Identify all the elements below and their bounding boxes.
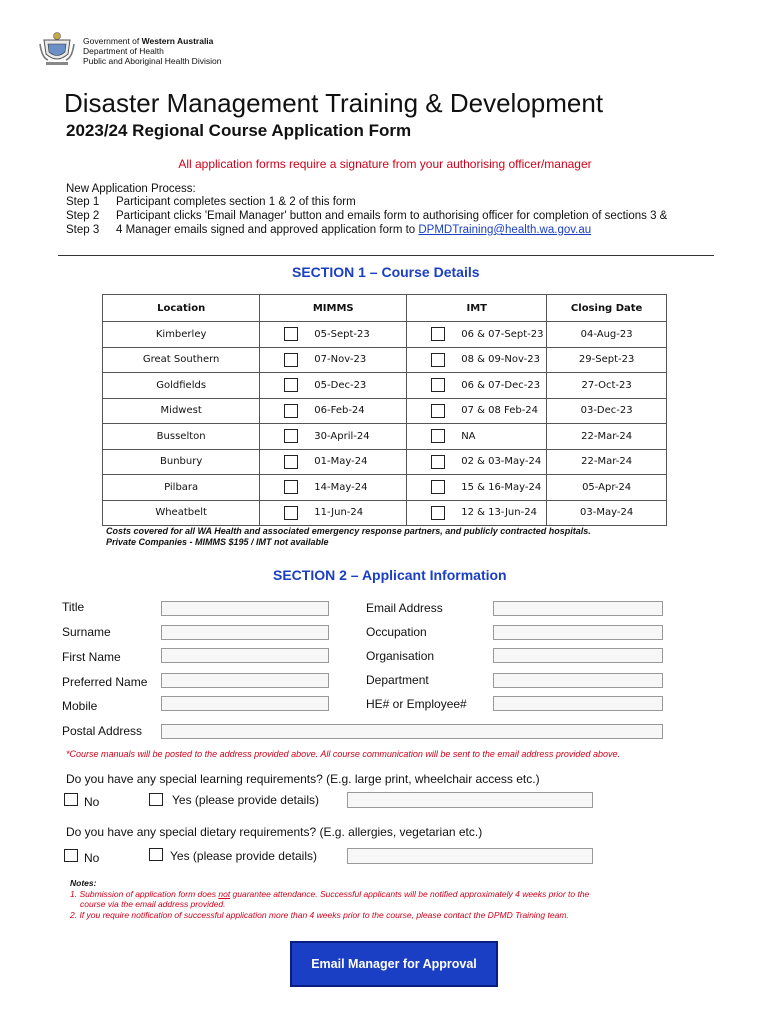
mimms-checkbox[interactable] xyxy=(284,353,298,367)
first-name-field[interactable] xyxy=(161,648,329,663)
dietary-question: Do you have any special dietary requirements? (E.g. allergies, vegetarian etc.) xyxy=(66,825,483,839)
imt-checkbox[interactable] xyxy=(431,506,445,520)
mimms-checkbox[interactable] xyxy=(284,378,298,392)
mimms-checkbox[interactable] xyxy=(284,429,298,443)
learning-details-field[interactable] xyxy=(347,792,593,808)
dpmd-email-link[interactable]: DPMDTraining@health.wa.gov.au xyxy=(418,224,592,236)
table-row xyxy=(103,424,667,450)
note-1-c: course via the email address provided. xyxy=(80,899,226,909)
learning-yes-checkbox[interactable] xyxy=(149,793,163,806)
table-row xyxy=(103,475,667,501)
email-manager-button[interactable]: Email Manager for Approval xyxy=(290,941,498,987)
dietary-no-label: No xyxy=(84,851,100,865)
signature-notice: All application forms require a signature from your authorising officer/manager xyxy=(178,157,592,171)
imt-checkbox[interactable] xyxy=(431,404,445,418)
title-field[interactable] xyxy=(161,601,329,616)
table-row xyxy=(103,398,667,424)
imt-checkbox[interactable] xyxy=(431,353,445,367)
occupation-label: Occupation xyxy=(366,625,427,639)
course-details-table xyxy=(102,294,667,526)
table-row xyxy=(103,322,667,348)
imt-date: 02 & 03-May-24 xyxy=(461,456,542,468)
notes-heading: Notes: xyxy=(70,878,97,888)
imt-cell xyxy=(407,449,547,475)
dietary-no-checkbox[interactable] xyxy=(64,849,78,862)
surname-field[interactable] xyxy=(161,625,329,640)
closing-date-cell: 22-Mar-24 xyxy=(547,449,667,475)
imt-cell xyxy=(407,373,547,399)
imt-date: 12 & 13-Jun-24 xyxy=(461,507,537,519)
organisation-label: Organisation xyxy=(366,649,435,663)
postal-address-label: Postal Address xyxy=(62,724,143,738)
imt-checkbox[interactable] xyxy=(431,480,445,494)
location-cell: Goldfields xyxy=(103,373,260,399)
costs-note xyxy=(106,526,591,548)
employee-number-field[interactable] xyxy=(493,696,663,711)
mimms-date: 05-Sept-23 xyxy=(314,328,370,340)
location-cell: Midwest xyxy=(103,398,260,424)
learning-no-checkbox[interactable] xyxy=(64,793,78,806)
imt-date: 07 & 08 Feb-24 xyxy=(461,405,539,417)
wa-government-crest-icon xyxy=(38,30,76,68)
mimms-date: 30-April-24 xyxy=(314,430,370,442)
imt-date: NA xyxy=(461,430,476,442)
mimms-cell xyxy=(260,398,407,424)
mimms-cell xyxy=(260,347,407,373)
closing-date-cell: 03-May-24 xyxy=(547,500,667,526)
mimms-checkbox[interactable] xyxy=(284,455,298,469)
mimms-checkbox[interactable] xyxy=(284,480,298,494)
col-closing-date: Closing Date xyxy=(547,295,667,322)
closing-date-cell: 05-Apr-24 xyxy=(547,475,667,501)
closing-date-cell: 03-Dec-23 xyxy=(547,398,667,424)
mobile-label: Mobile xyxy=(62,699,98,713)
imt-date: 06 & 07-Sept-23 xyxy=(461,328,544,340)
postal-address-field[interactable] xyxy=(161,724,663,739)
email-field[interactable] xyxy=(493,601,663,616)
section2-heading: SECTION 2 – Applicant Information xyxy=(273,567,507,583)
step2-label: Step 2 xyxy=(66,210,100,222)
department-field[interactable] xyxy=(493,673,663,688)
col-location: Location xyxy=(103,295,260,322)
table-row xyxy=(103,500,667,526)
gov-line3: Public and Aboriginal Health Division xyxy=(83,56,222,66)
closing-date-cell: 22-Mar-24 xyxy=(547,424,667,450)
step3-text-body: 4 Manager emails signed and approved application form to xyxy=(116,224,419,236)
closing-date-cell: 04-Aug-23 xyxy=(547,322,667,348)
mimms-date: 05-Dec-23 xyxy=(314,379,367,391)
mimms-checkbox[interactable] xyxy=(284,404,298,418)
dietary-yes-checkbox[interactable] xyxy=(149,848,163,861)
divider xyxy=(58,255,714,256)
step2-text: Participant clicks 'Email Manager' button and emails form to authorising officer for completion of sections 3 & xyxy=(116,210,668,222)
organisation-field[interactable] xyxy=(493,648,663,663)
location-cell: Kimberley xyxy=(103,322,260,348)
mimms-cell xyxy=(260,322,407,348)
dietary-yes-label: Yes (please provide details) xyxy=(170,849,317,863)
imt-checkbox[interactable] xyxy=(431,429,445,443)
note-1 xyxy=(70,889,589,900)
page-subtitle: 2023/24 Regional Course Application Form xyxy=(66,121,412,140)
mimms-date: 01-May-24 xyxy=(314,456,368,468)
location-cell: Wheatbelt xyxy=(103,500,260,526)
occupation-field[interactable] xyxy=(493,625,663,640)
costs-line2: Private Companies - MIMMS $195 / IMT not available xyxy=(106,537,329,547)
imt-cell xyxy=(407,347,547,373)
mimms-date: 07-Nov-23 xyxy=(314,354,367,366)
first-name-label: First Name xyxy=(62,650,121,664)
imt-date: 06 & 07-Dec-23 xyxy=(461,379,541,391)
location-cell: Bunbury xyxy=(103,449,260,475)
imt-checkbox[interactable] xyxy=(431,327,445,341)
note-2: 2. If you require notification of successful application more than 4 weeks prior to the course, please contact the DPMD Training team. xyxy=(70,909,569,920)
mobile-field[interactable] xyxy=(161,696,329,711)
learning-question: Do you have any special learning requirements? (E.g. large print, wheelchair access etc.) xyxy=(66,772,540,786)
mimms-cell xyxy=(260,449,407,475)
title-label: Title xyxy=(62,600,85,614)
location-cell: Busselton xyxy=(103,424,260,450)
mimms-cell xyxy=(260,424,407,450)
imt-cell xyxy=(407,424,547,450)
note-1-b: guarantee attendance. Successful applicants will be notified approximately 4 weeks prior to the xyxy=(230,888,590,899)
location-cell: Great Southern xyxy=(103,347,260,373)
imt-date: 08 & 09-Nov-23 xyxy=(461,354,540,366)
step1-label: Step 1 xyxy=(66,196,100,208)
dietary-details-field[interactable] xyxy=(347,848,593,864)
learning-yes-label: Yes (please provide details) xyxy=(172,793,319,807)
mimms-cell xyxy=(260,475,407,501)
gov-line2: Department of Health xyxy=(83,46,164,56)
preferred-name-label: Preferred Name xyxy=(62,675,148,689)
closing-date-cell: 29-Sept-23 xyxy=(547,347,667,373)
employee-number-label: HE# or Employee# xyxy=(366,697,467,711)
table-row xyxy=(103,347,667,373)
col-mimms: MIMMS xyxy=(260,295,407,322)
step3-label: Step 3 xyxy=(66,224,100,236)
government-header xyxy=(83,36,221,66)
step3-text xyxy=(116,224,591,236)
surname-label: Surname xyxy=(62,625,111,639)
email-label: Email Address xyxy=(366,601,443,615)
imt-date: 15 & 16-May-24 xyxy=(461,481,542,493)
section1-heading: SECTION 1 – Course Details xyxy=(292,264,480,280)
mimms-checkbox[interactable] xyxy=(284,506,298,520)
imt-checkbox[interactable] xyxy=(431,455,445,469)
mimms-date: 14-May-24 xyxy=(314,481,368,493)
step1-text: Participant completes section 1 & 2 of this form xyxy=(116,196,356,208)
closing-date-cell: 27-Oct-23 xyxy=(547,373,667,399)
gov-line1-b: Western Australia xyxy=(141,36,214,46)
mimms-cell xyxy=(260,500,407,526)
costs-line1: Costs covered for all WA Health and associated emergency response partners, and publicly contracted hospitals. xyxy=(106,526,591,536)
table-row xyxy=(103,449,667,475)
imt-cell xyxy=(407,475,547,501)
col-imt: IMT xyxy=(407,295,547,322)
mimms-date: 06-Feb-24 xyxy=(314,405,365,417)
imt-checkbox[interactable] xyxy=(431,378,445,392)
table-header-row xyxy=(103,295,667,322)
location-cell: Pilbara xyxy=(103,475,260,501)
mimms-cell xyxy=(260,373,407,399)
department-label: Department xyxy=(366,673,429,687)
notes xyxy=(70,878,589,920)
note-1-not: not xyxy=(218,888,231,899)
process-heading: New Application Process: xyxy=(66,183,196,195)
imt-cell xyxy=(407,500,547,526)
note-1-a: 1. Submission of application form does xyxy=(70,888,219,899)
page-title: Disaster Management Training & Development xyxy=(64,88,604,118)
gov-line1-a: Government of xyxy=(83,36,142,46)
preferred-name-field[interactable] xyxy=(161,673,329,688)
table-row xyxy=(103,373,667,399)
postal-note: *Course manuals will be posted to the address provided above. All course communication will be sent to the email address provided above. xyxy=(66,749,620,759)
imt-cell xyxy=(407,398,547,424)
learning-no-label: No xyxy=(84,795,100,809)
imt-cell xyxy=(407,322,547,348)
mimms-checkbox[interactable] xyxy=(284,327,298,341)
mimms-date: 11-Jun-24 xyxy=(314,507,364,519)
